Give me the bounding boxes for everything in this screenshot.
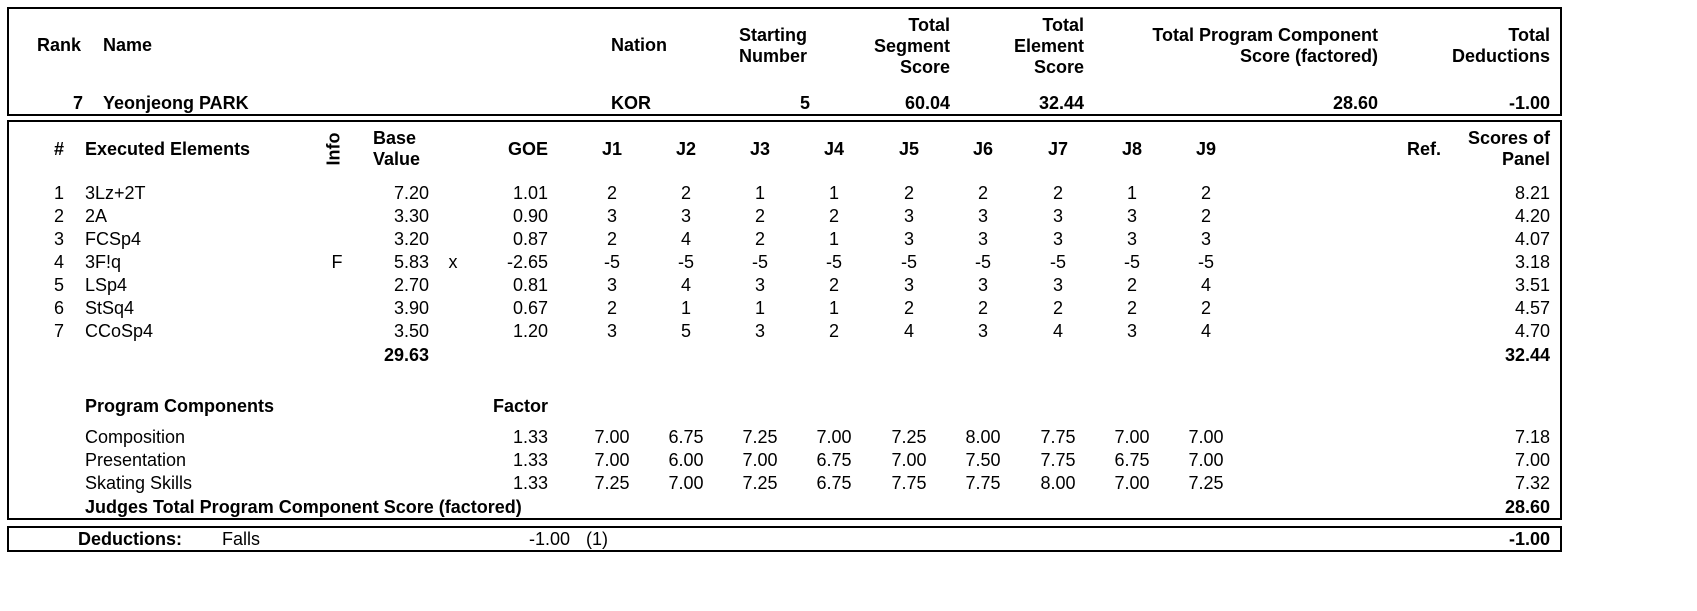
component-judge-1: 7.00 [594, 427, 630, 447]
components-title: Program Components [85, 396, 275, 416]
element-judge-2: 3 [680, 206, 691, 226]
component-judge-1: 7.25 [594, 473, 630, 493]
elements-header-scores-of-panel: Scores of Panel [1467, 128, 1550, 169]
component-name: Presentation [85, 450, 187, 470]
component-factor: 1.33 [512, 450, 548, 470]
element-judge-6: 3 [977, 321, 988, 341]
element-score: 4.57 [1514, 298, 1550, 318]
element-name: 2A [85, 206, 108, 226]
component-score: 7.18 [1514, 427, 1550, 447]
element-judge-9: 2 [1200, 206, 1211, 226]
element-judge-1: 3 [606, 321, 617, 341]
deductions-count: (1) [586, 529, 608, 549]
element-base-value: 3.90 [393, 298, 429, 318]
component-judge-2: 6.75 [668, 427, 704, 447]
component-judge-3: 7.25 [742, 427, 778, 447]
element-judge-2: 5 [680, 321, 691, 341]
component-judge-9: 7.00 [1188, 450, 1224, 470]
element-judge-4: 2 [828, 321, 839, 341]
element-goe: -2.65 [506, 252, 548, 272]
element-judge-9: 4 [1200, 275, 1211, 295]
judge-header-6: J6 [972, 139, 994, 159]
element-goe: 1.20 [512, 321, 548, 341]
component-factor: 1.33 [512, 473, 548, 493]
header-nation: Nation [611, 35, 667, 55]
judge-header-9: J9 [1195, 139, 1217, 159]
judge-header-2: J2 [675, 139, 697, 159]
element-judge-2: 4 [680, 275, 691, 295]
judge-header-1: J1 [601, 139, 623, 159]
component-judge-4: 6.75 [816, 473, 852, 493]
component-score: 7.00 [1514, 450, 1550, 470]
skater-total-segment: 60.04 [904, 93, 950, 113]
elements-header-executed: Executed Elements [85, 139, 251, 159]
element-judge-4: 2 [828, 206, 839, 226]
element-judge-8: 3 [1126, 229, 1137, 249]
element-score: 4.20 [1514, 206, 1550, 226]
element-base-value: 5.83 [393, 252, 429, 272]
element-judge-4: 1 [828, 183, 839, 203]
element-judge-2: 1 [680, 298, 691, 318]
element-score: 4.70 [1514, 321, 1550, 341]
element-judge-3: 2 [754, 229, 765, 249]
element-judge-9: 4 [1200, 321, 1211, 341]
component-judge-4: 7.00 [816, 427, 852, 447]
elements-header-info: Info [323, 132, 344, 166]
element-judge-5: -5 [900, 252, 917, 272]
components-factor-header: Factor [492, 396, 548, 416]
element-judge-7: 2 [1052, 298, 1063, 318]
element-name: FCSp4 [85, 229, 142, 249]
element-judge-2: -5 [677, 252, 694, 272]
skater-starting-number: 5 [799, 93, 810, 113]
element-num: 1 [53, 183, 64, 203]
component-judge-7: 7.75 [1040, 427, 1076, 447]
skater-total-deductions: -1.00 [1508, 93, 1550, 113]
component-judge-5: 7.75 [891, 473, 927, 493]
deductions-type: Falls [222, 529, 261, 549]
component-judge-3: 7.00 [742, 450, 778, 470]
element-judge-6: 2 [977, 183, 988, 203]
element-name: StSq4 [85, 298, 135, 318]
element-judge-3: 1 [754, 183, 765, 203]
judge-header-7: J7 [1047, 139, 1069, 159]
element-judge-4: 1 [828, 298, 839, 318]
element-judge-5: 2 [903, 298, 914, 318]
component-judge-4: 6.75 [816, 450, 852, 470]
skater-total-element: 32.44 [1038, 93, 1084, 113]
element-num: 3 [53, 229, 64, 249]
element-judge-6: 2 [977, 298, 988, 318]
element-judge-1: 2 [606, 298, 617, 318]
element-name: 3F!q [85, 252, 122, 272]
element-base-value: 3.20 [393, 229, 429, 249]
element-score: 8.21 [1514, 183, 1550, 203]
element-name: LSp4 [85, 275, 128, 295]
element-num: 4 [53, 252, 64, 272]
element-score: 3.18 [1514, 252, 1550, 272]
element-base-value: 2.70 [393, 275, 429, 295]
skater-name: Yeonjeong PARK [103, 93, 249, 113]
header-starting-number: Starting Number [738, 25, 807, 66]
component-judge-6: 7.50 [965, 450, 1001, 470]
deductions-total: -1.00 [1508, 529, 1550, 549]
component-judge-8: 7.00 [1114, 473, 1150, 493]
element-info: F [331, 252, 343, 272]
element-judge-5: 3 [903, 206, 914, 226]
element-judge-1: 2 [606, 183, 617, 203]
element-judge-8: 3 [1126, 206, 1137, 226]
element-num: 7 [53, 321, 64, 341]
element-judge-6: 3 [977, 206, 988, 226]
element-judge-7: -5 [1049, 252, 1066, 272]
element-judge-7: 3 [1052, 275, 1063, 295]
element-judge-8: 2 [1126, 298, 1137, 318]
components-total-label: Judges Total Program Component Score (factored) [85, 497, 522, 517]
header-rank: Rank [37, 35, 82, 55]
component-judge-2: 6.00 [668, 450, 704, 470]
elements-header-ref: Ref. [1407, 139, 1442, 159]
element-judge-7: 4 [1052, 321, 1063, 341]
element-judge-9: 3 [1200, 229, 1211, 249]
component-judge-9: 7.25 [1188, 473, 1224, 493]
element-judge-6: 3 [977, 229, 988, 249]
component-score: 7.32 [1514, 473, 1550, 493]
component-judge-9: 7.00 [1188, 427, 1224, 447]
element-judge-3: -5 [751, 252, 768, 272]
elements-header-goe: GOE [507, 139, 548, 159]
element-judge-5: 4 [903, 321, 914, 341]
element-score: 4.07 [1514, 229, 1550, 249]
element-judge-9: 2 [1200, 298, 1211, 318]
element-judge-2: 4 [680, 229, 691, 249]
header-total-segment: Total Segment Score [873, 15, 950, 77]
elements-header-num: # [54, 139, 65, 159]
component-judge-5: 7.00 [891, 450, 927, 470]
deductions-value: -1.00 [528, 529, 570, 549]
element-judge-5: 3 [903, 275, 914, 295]
skater-nation: KOR [611, 93, 651, 113]
element-judge-4: 2 [828, 275, 839, 295]
element-judge-9: -5 [1197, 252, 1214, 272]
element-judge-2: 2 [680, 183, 691, 203]
element-judge-8: 3 [1126, 321, 1137, 341]
components-total-value: 28.60 [1504, 497, 1550, 517]
element-judge-3: 1 [754, 298, 765, 318]
elements-header-base-value: Base Value [373, 128, 421, 169]
element-judge-1: 3 [606, 206, 617, 226]
element-base-value: 3.30 [393, 206, 429, 226]
element-judge-4: 1 [828, 229, 839, 249]
element-base-value: 3.50 [393, 321, 429, 341]
component-judge-6: 8.00 [965, 427, 1001, 447]
header-total-deductions: Total Deductions [1451, 25, 1550, 66]
element-judge-5: 2 [903, 183, 914, 203]
component-judge-5: 7.25 [891, 427, 927, 447]
element-judge-1: -5 [603, 252, 620, 272]
judge-header-4: J4 [823, 139, 845, 159]
deductions-label: Deductions: [78, 529, 183, 549]
component-judge-3: 7.25 [742, 473, 778, 493]
element-judge-3: 3 [754, 275, 765, 295]
element-base-value: 7.20 [393, 183, 429, 203]
component-judge-7: 8.00 [1040, 473, 1076, 493]
skater-total-pcs: 28.60 [1332, 93, 1378, 113]
element-judge-7: 2 [1052, 183, 1063, 203]
element-score: 3.51 [1514, 275, 1550, 295]
element-judge-8: 2 [1126, 275, 1137, 295]
element-name: 3Lz+2T [85, 183, 146, 203]
element-judge-4: -5 [825, 252, 842, 272]
header-total-pcs: Total Program Component Score (factored) [1152, 25, 1378, 66]
element-judge-7: 3 [1052, 229, 1063, 249]
judge-header-8: J8 [1121, 139, 1143, 159]
element-judge-5: 3 [903, 229, 914, 249]
element-goe: 0.81 [512, 275, 548, 295]
element-judge-8: -5 [1123, 252, 1140, 272]
element-num: 6 [53, 298, 64, 318]
judge-header-5: J5 [898, 139, 920, 159]
element-x-mark: x [448, 252, 458, 272]
element-judge-3: 3 [754, 321, 765, 341]
skater-rank: 7 [72, 93, 83, 113]
component-judge-1: 7.00 [594, 450, 630, 470]
component-judge-2: 7.00 [668, 473, 704, 493]
judge-header-3: J3 [749, 139, 771, 159]
component-judge-8: 7.00 [1114, 427, 1150, 447]
element-num: 5 [53, 275, 64, 295]
element-goe: 0.67 [512, 298, 548, 318]
component-name: Composition [85, 427, 186, 447]
element-judge-1: 2 [606, 229, 617, 249]
element-judge-3: 2 [754, 206, 765, 226]
element-judge-1: 3 [606, 275, 617, 295]
header-total-element: Total Element Score [1013, 15, 1084, 77]
element-name: CCoSp4 [85, 321, 154, 341]
element-judge-9: 2 [1200, 183, 1211, 203]
component-judge-7: 7.75 [1040, 450, 1076, 470]
component-judge-8: 6.75 [1114, 450, 1150, 470]
element-goe: 0.87 [512, 229, 548, 249]
elements-total-base: 29.63 [383, 345, 429, 365]
element-goe: 0.90 [512, 206, 548, 226]
elements-total-score: 32.44 [1504, 345, 1550, 365]
element-goe: 1.01 [512, 183, 548, 203]
element-judge-6: 3 [977, 275, 988, 295]
component-name: Skating Skills [85, 473, 193, 493]
element-num: 2 [53, 206, 64, 226]
element-judge-6: -5 [974, 252, 991, 272]
element-judge-8: 1 [1126, 183, 1137, 203]
element-judge-7: 3 [1052, 206, 1063, 226]
component-judge-6: 7.75 [965, 473, 1001, 493]
component-factor: 1.33 [512, 427, 548, 447]
header-name: Name [103, 35, 153, 55]
